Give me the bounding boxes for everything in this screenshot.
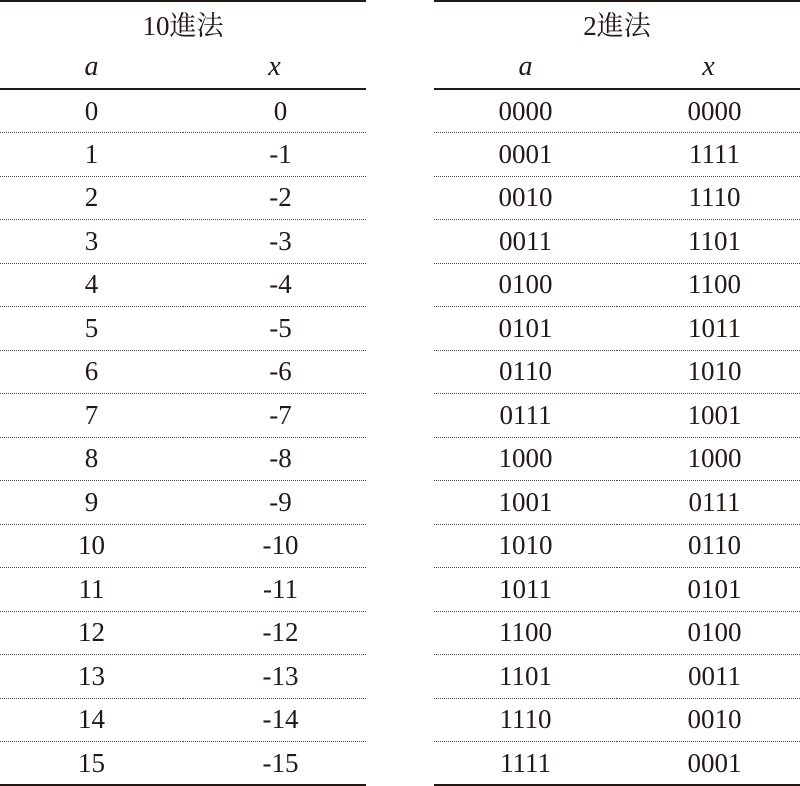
table-row (434, 263, 800, 307)
cell-a: 1010 (434, 524, 617, 568)
cell-x: -13 (183, 655, 366, 699)
cell-x: 1001 (617, 394, 800, 438)
cell-a: 0110 (434, 350, 617, 394)
cell-x: 0111 (617, 481, 800, 525)
cell-a: 0100 (434, 263, 617, 307)
cell-a: 11 (0, 568, 183, 612)
cell-x: -12 (183, 611, 366, 655)
cell-a: 0001 (434, 133, 617, 177)
cell-a: 15 (0, 742, 183, 786)
table-row (434, 611, 800, 655)
cell-a: 1000 (434, 437, 617, 481)
cell-a: 12 (0, 611, 183, 655)
cell-a: 0111 (434, 394, 617, 438)
cell-x: -3 (183, 220, 366, 264)
cell-x: 0100 (617, 611, 800, 655)
table-row (434, 394, 800, 438)
table-row (434, 568, 800, 612)
table-row (0, 611, 366, 655)
table-row (434, 698, 800, 742)
cell-x: -9 (183, 481, 366, 525)
cell-a: 1111 (434, 742, 617, 786)
cell-a: 0101 (434, 307, 617, 351)
cell-a: 8 (0, 437, 183, 481)
table-row (0, 176, 366, 220)
cell-a: 3 (0, 220, 183, 264)
table-row (0, 307, 366, 351)
table-row (434, 176, 800, 220)
cell-x: -11 (183, 568, 366, 612)
table-row (0, 698, 366, 742)
column-header-x: x (183, 45, 366, 89)
cell-a: 10 (0, 524, 183, 568)
cell-a: 0000 (434, 89, 617, 133)
table-body (0, 89, 366, 785)
cell-x: 0000 (617, 89, 800, 133)
cell-x: 1000 (617, 437, 800, 481)
cell-a: 1011 (434, 568, 617, 612)
table-row (434, 655, 800, 699)
table-title: 2進法 (434, 1, 800, 45)
table-row (0, 437, 366, 481)
cell-x: 0 (183, 89, 366, 133)
cell-a: 13 (0, 655, 183, 699)
cell-a: 5 (0, 307, 183, 351)
cell-x: 0010 (617, 698, 800, 742)
table-row (434, 524, 800, 568)
cell-x: 1110 (617, 176, 800, 220)
cell-x: -7 (183, 394, 366, 438)
cell-a: 0011 (434, 220, 617, 264)
cell-a: 4 (0, 263, 183, 307)
cell-a: 2 (0, 176, 183, 220)
table-row (0, 263, 366, 307)
table-row (434, 481, 800, 525)
cell-x: 0001 (617, 742, 800, 786)
cell-x: -14 (183, 698, 366, 742)
table-row (0, 133, 366, 177)
table-row (434, 437, 800, 481)
cell-x: 0110 (617, 524, 800, 568)
table-row (0, 568, 366, 612)
column-header-a: a (434, 45, 617, 89)
cell-x: 1100 (617, 263, 800, 307)
cell-x: -10 (183, 524, 366, 568)
cell-a: 14 (0, 698, 183, 742)
cell-a: 1001 (434, 481, 617, 525)
table-row (0, 524, 366, 568)
table-row (434, 220, 800, 264)
cell-x: 0011 (617, 655, 800, 699)
decimal-table (0, 0, 366, 786)
cell-x: -2 (183, 176, 366, 220)
table-row (0, 394, 366, 438)
table-row (0, 350, 366, 394)
cell-x: -8 (183, 437, 366, 481)
binary-table (434, 0, 800, 786)
table-row (434, 133, 800, 177)
table-row (0, 220, 366, 264)
table-row (0, 655, 366, 699)
table-row (0, 742, 366, 786)
cell-a: 1101 (434, 655, 617, 699)
cell-a: 7 (0, 394, 183, 438)
table-row (0, 89, 366, 133)
cell-x: -15 (183, 742, 366, 786)
table-row (434, 89, 800, 133)
cell-x: -6 (183, 350, 366, 394)
column-header-x: x (617, 45, 800, 89)
cell-a: 6 (0, 350, 183, 394)
cell-a: 9 (0, 481, 183, 525)
table-row (434, 350, 800, 394)
cell-a: 1 (0, 133, 183, 177)
cell-a: 1110 (434, 698, 617, 742)
cell-a: 1100 (434, 611, 617, 655)
table-row (434, 307, 800, 351)
table-body (434, 89, 800, 785)
cell-x: 1111 (617, 133, 800, 177)
column-header-a: a (0, 45, 183, 89)
cell-x: -5 (183, 307, 366, 351)
table-row (0, 481, 366, 525)
table-title: 10進法 (0, 1, 366, 45)
cell-x: 1011 (617, 307, 800, 351)
cell-x: 1101 (617, 220, 800, 264)
cell-a: 0 (0, 89, 183, 133)
cell-x: 1010 (617, 350, 800, 394)
cell-x: -4 (183, 263, 366, 307)
table-row (434, 742, 800, 786)
cell-x: -1 (183, 133, 366, 177)
cell-x: 0101 (617, 568, 800, 612)
cell-a: 0010 (434, 176, 617, 220)
